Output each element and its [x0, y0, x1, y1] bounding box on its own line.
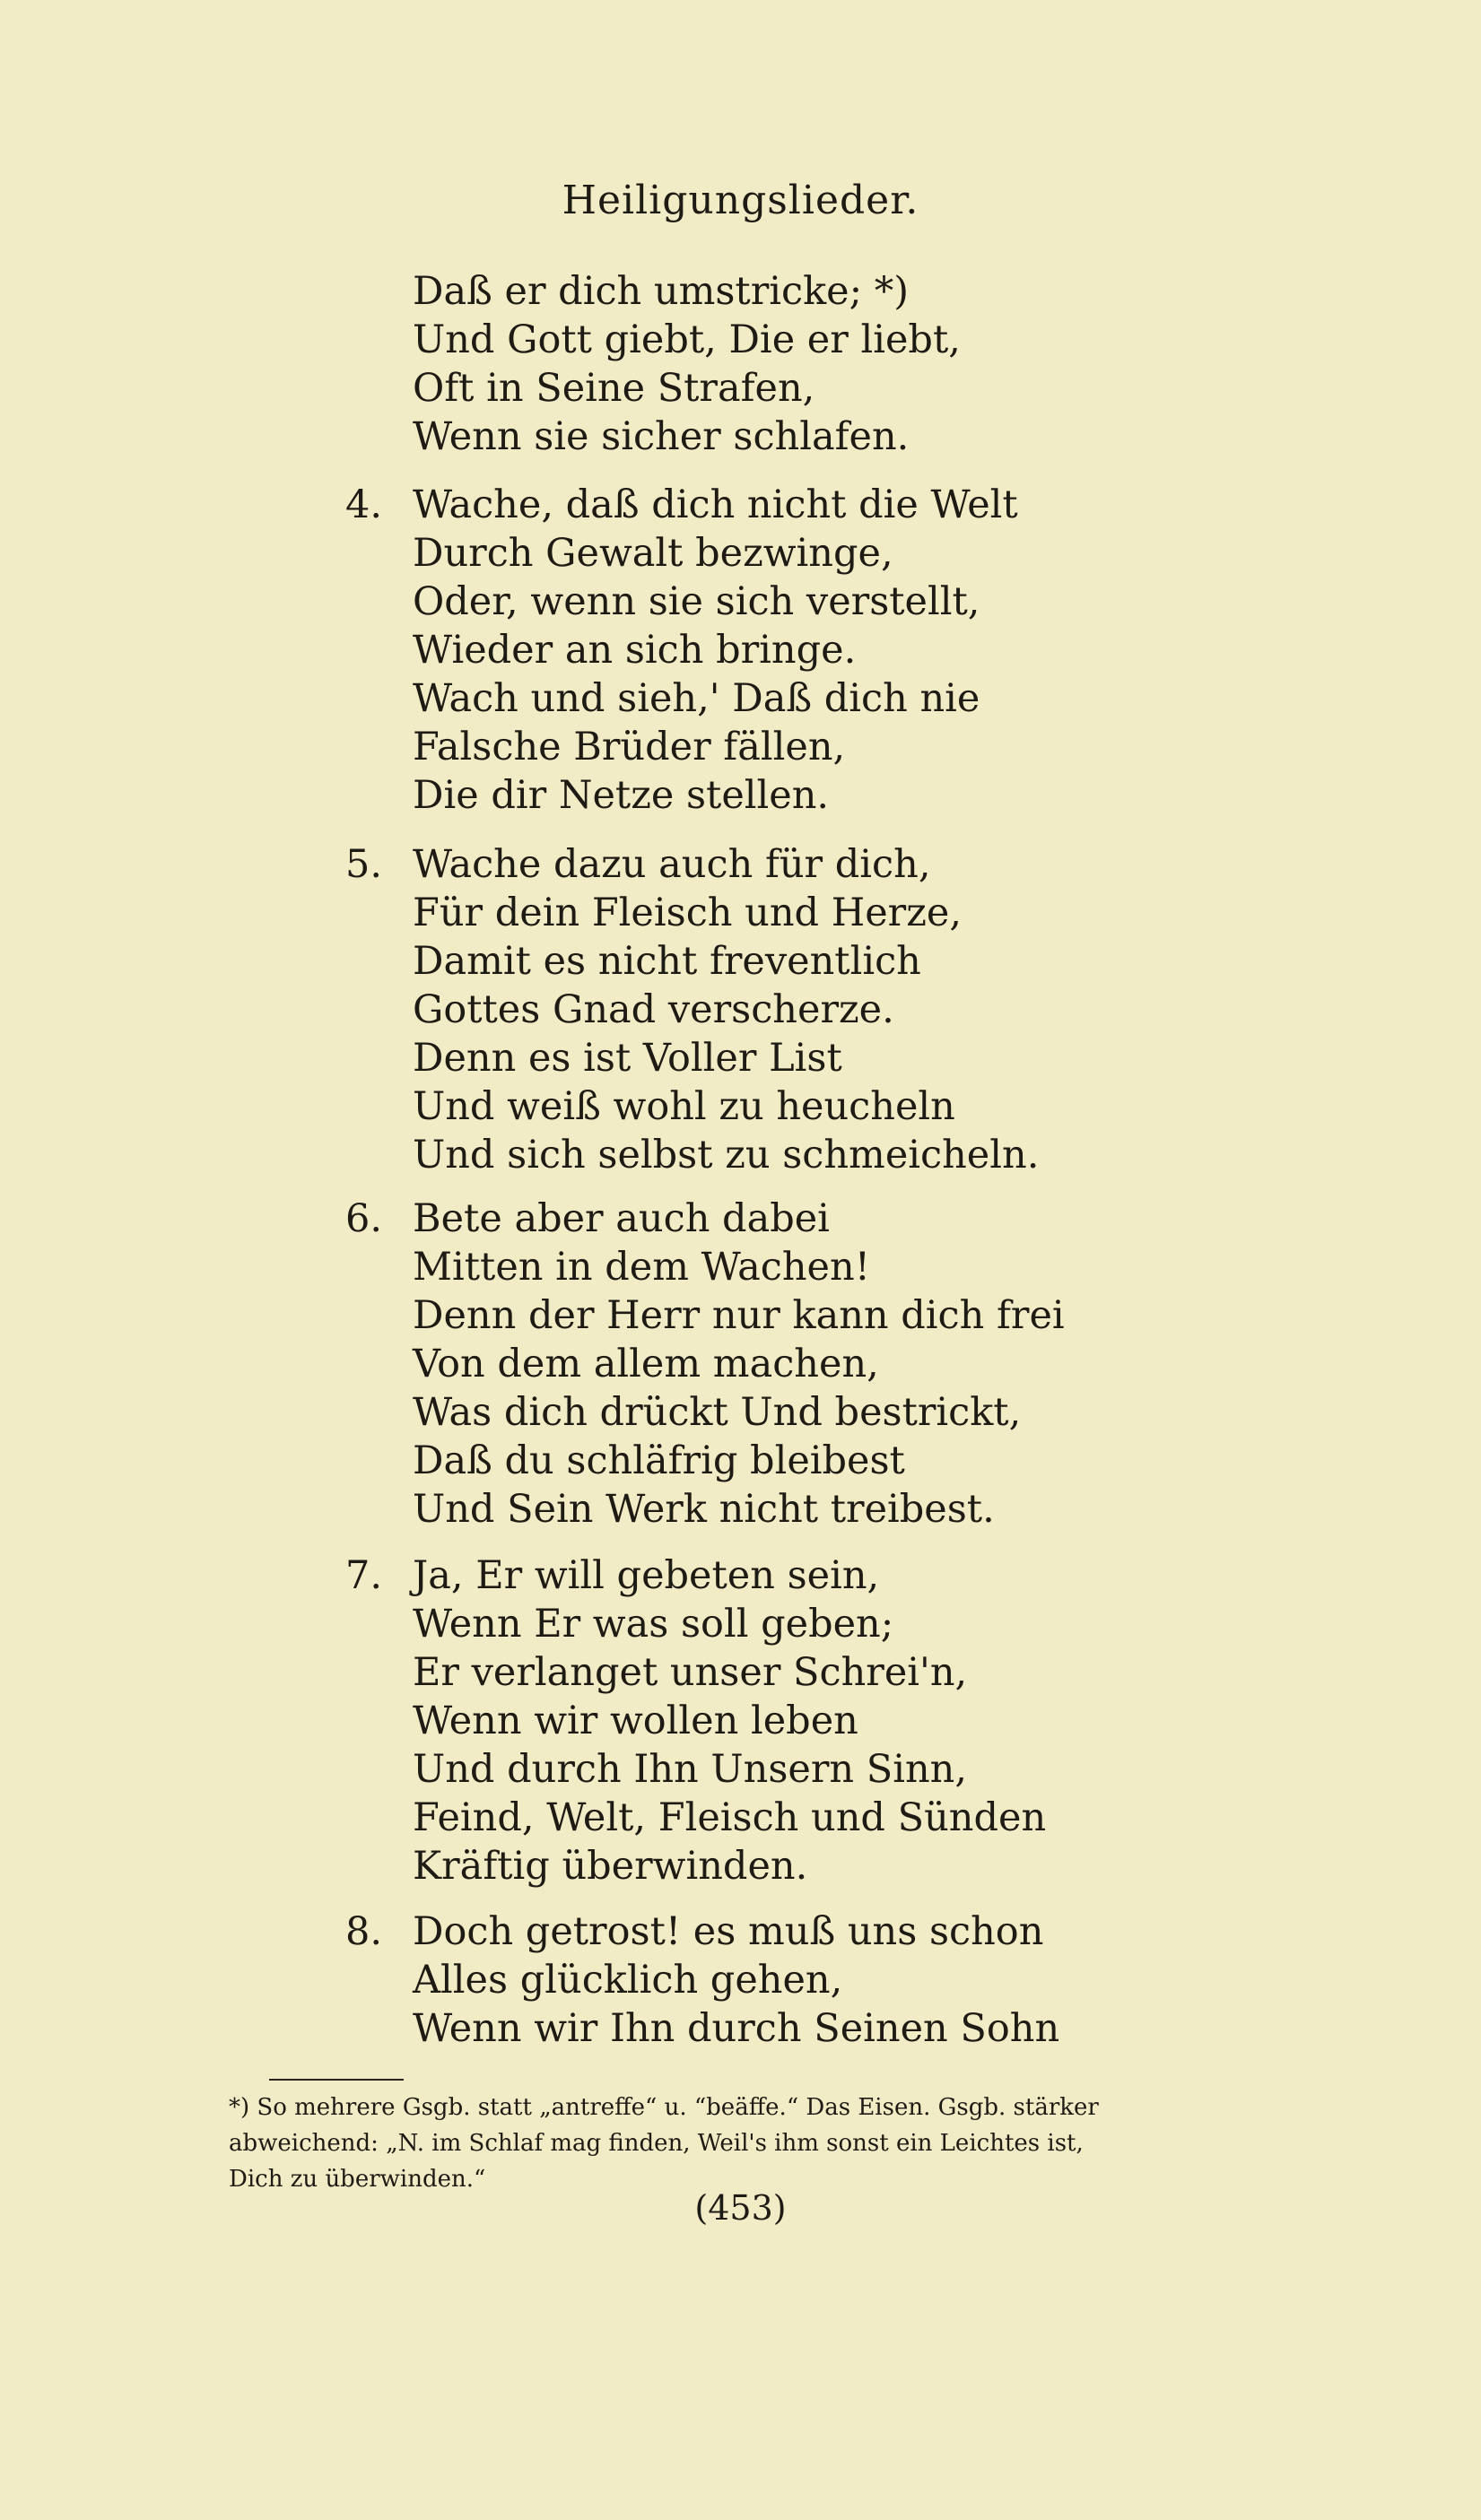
- verse-line: Denn der Herr nur kann dich frei: [413, 1293, 1065, 1338]
- verse-line: Daß er dich umstricke; *): [413, 269, 910, 314]
- verse-line: Kräftig überwinden.: [413, 1844, 808, 1889]
- footnote: [229, 2090, 1287, 2197]
- verse-line: Wieder an sich bringe.: [413, 628, 857, 673]
- verse-line: Die dir Netze stellen.: [413, 773, 830, 818]
- verse-line: Und sich selbst zu schmeicheln.: [413, 1133, 1040, 1177]
- verse-line: Wenn wir Ihn durch Seinen Sohn: [413, 2006, 1060, 2051]
- verse-line: Wenn wir wollen leben: [413, 1699, 858, 1743]
- verse-line: Ja, Er will gebeten sein,: [413, 1553, 880, 1598]
- verse-line: Damit es nicht freventlich: [413, 939, 921, 984]
- verse-line: Für dein Fleisch und Herze,: [413, 891, 962, 935]
- stanza-number: 8.: [345, 1909, 383, 1954]
- verse-line: Feind, Welt, Fleisch und Sünden: [413, 1795, 1047, 1840]
- stanza-number: 4.: [345, 482, 383, 527]
- verse-line: Gottes Gnad verscherze.: [413, 987, 894, 1032]
- stanza-number: 7.: [345, 1553, 383, 1598]
- verse-line: Alles glücklich gehen,: [413, 1958, 843, 2003]
- verse-line: Bete aber auch dabei: [413, 1196, 830, 1241]
- stanza-number: 6.: [345, 1196, 383, 1241]
- verse-line: Wenn Er was soll geben;: [413, 1602, 894, 1647]
- verse-line: Daß du schläfrig bleibest: [413, 1438, 905, 1483]
- verse-line: Was dich drückt Und bestrickt,: [413, 1390, 1022, 1435]
- verse-line: Falsche Brüder fällen,: [413, 725, 846, 769]
- footnote-rule: [269, 2079, 404, 2081]
- verse-line: Wenn sie sicher schlafen.: [413, 414, 910, 459]
- verse-line: Wache, daß dich nicht die Welt: [413, 482, 1018, 527]
- running-head: Heiligungslieder.: [562, 178, 919, 223]
- verse-line: Und weiß wohl zu heucheln: [413, 1084, 955, 1129]
- verse-line: Mitten in dem Wachen!: [413, 1245, 870, 1290]
- verse-line: Oder, wenn sie sich verstellt,: [413, 579, 980, 624]
- verse-line: Durch Gewalt bezwinge,: [413, 531, 893, 576]
- verse-line: Und Gott giebt, Die er liebt,: [413, 317, 961, 362]
- verse-line: Doch getrost! es muß uns schon: [413, 1909, 1044, 1954]
- verse-line: Wache dazu auch für dich,: [413, 842, 931, 887]
- verse-line: Wach und sieh,' Daß dich nie: [413, 676, 980, 721]
- verse-line: Oft in Seine Strafen,: [413, 366, 815, 411]
- footnote-line: Dich zu überwinden.“: [229, 2166, 486, 2193]
- stanza-number: 5.: [345, 842, 383, 887]
- verse-line: Er verlanget unser Schrei'n,: [413, 1650, 968, 1695]
- verse-line: Und Sein Werk nicht treibest.: [413, 1487, 995, 1532]
- verse-line: Und durch Ihn Unsern Sinn,: [413, 1747, 968, 1792]
- verse-line: Denn es ist Voller List: [413, 1036, 842, 1081]
- verse-line: Von dem allem machen,: [413, 1342, 879, 1386]
- footnote-line: *) So mehrere Gsgb. statt „antreffe“ u. “beäffe.“ Das Eisen. Gsgb. stärker: [229, 2094, 1099, 2121]
- page-number: (453): [694, 2188, 787, 2228]
- footnote-line: abweichend: „N. im Schlaf mag finden, Weil's ihm sonst ein Leichtes ist,: [229, 2130, 1084, 2157]
